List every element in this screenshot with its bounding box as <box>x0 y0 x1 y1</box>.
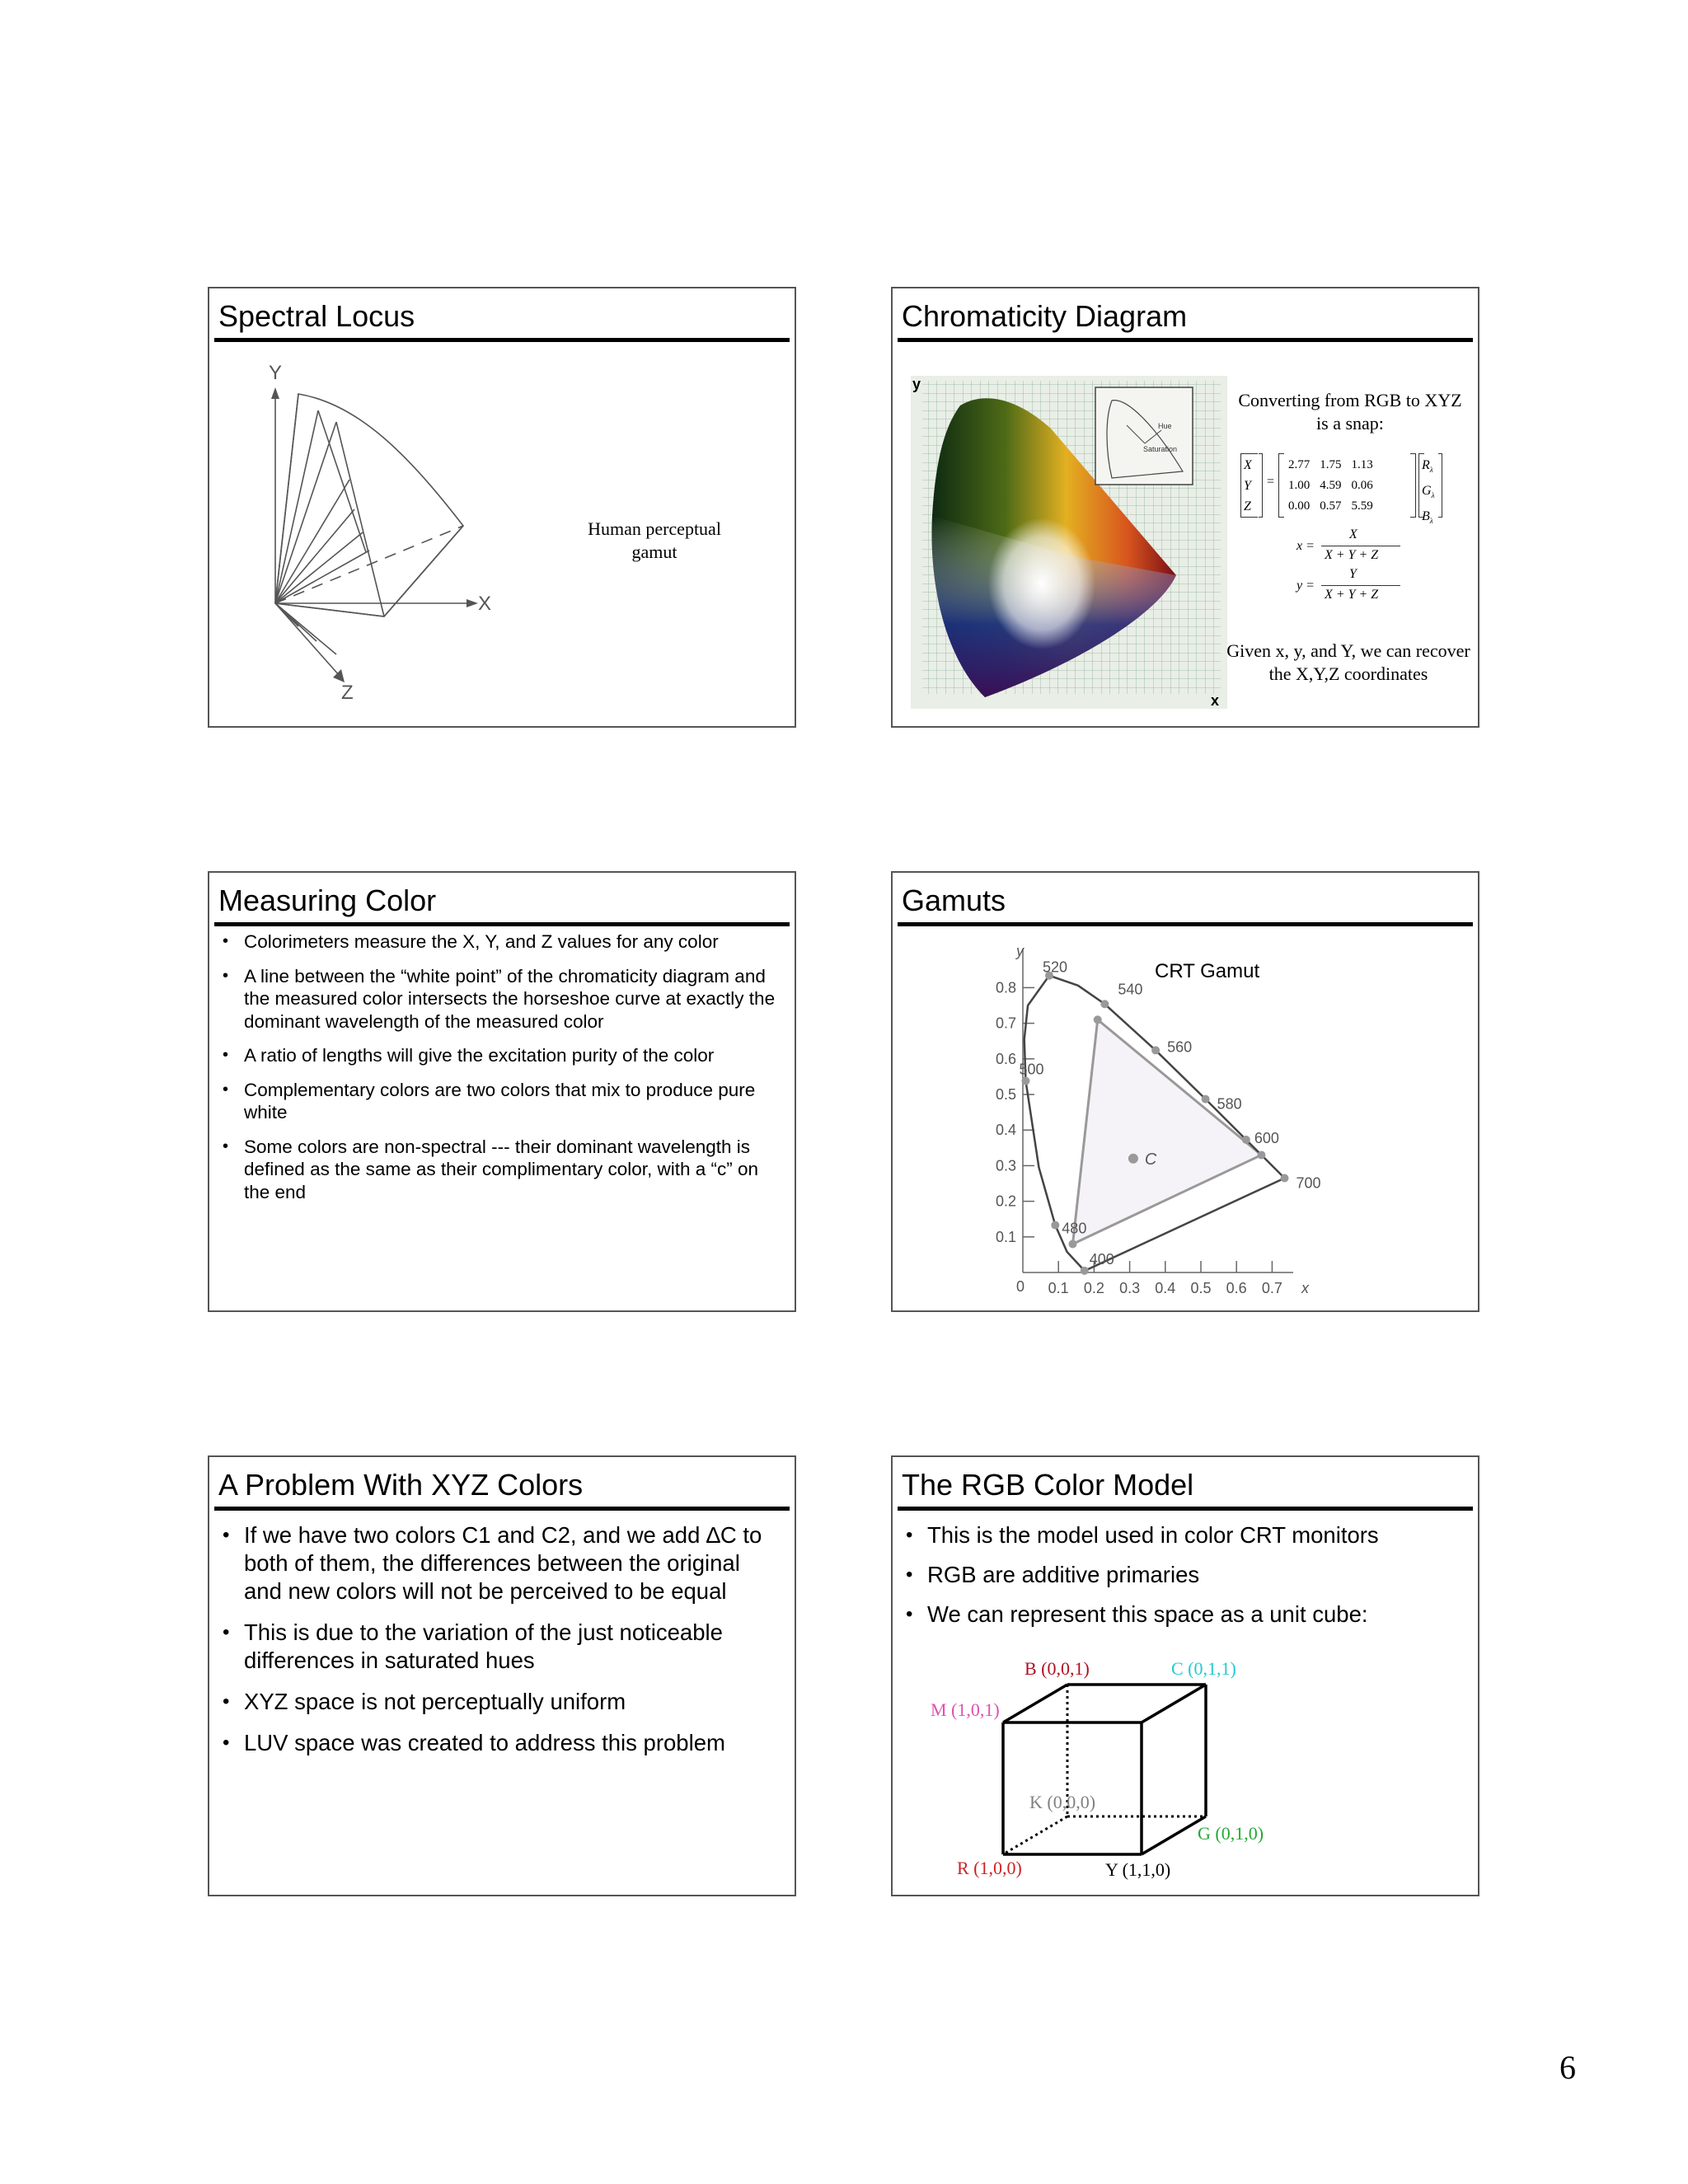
bullet-item <box>221 930 783 954</box>
gamut-vertex <box>1068 1240 1076 1248</box>
lhs-y: Y <box>1244 479 1251 493</box>
photo-axis-x: x <box>1211 692 1220 709</box>
bullet-dot: • <box>223 1046 229 1064</box>
eq-y-numerator: Y <box>1349 567 1357 581</box>
x-tick-label: 0.1 <box>1048 1280 1069 1296</box>
title-rule <box>214 922 790 926</box>
wavelength-label: 600 <box>1254 1129 1279 1146</box>
cube-label-b: B (0,0,1) <box>1025 1658 1090 1679</box>
gamut-outline <box>275 394 463 616</box>
photo-axis-y: y <box>912 376 921 392</box>
bullet-text: A line between the “white point” of the chromaticity diagram and the measured color intersects the horseshoe curve at exactly the dominant wavelength of the measured color <box>244 965 776 1032</box>
white-point-marker <box>1128 1154 1138 1164</box>
wavelength-label: 580 <box>1217 1095 1242 1113</box>
cube-label-g: G (0,1,0) <box>1198 1823 1264 1844</box>
cube-label-k: K (0,0,0) <box>1029 1792 1096 1812</box>
matrix-cell: 2.77 <box>1288 458 1311 471</box>
x-tick-label: 0.3 <box>1119 1280 1141 1296</box>
cube-label-m: M (1,0,1) <box>931 1699 1000 1720</box>
slide-body <box>221 930 783 1304</box>
matrix-cell: 0.00 <box>1288 499 1311 513</box>
bullet-list <box>221 1521 783 1757</box>
bullet-item <box>221 1044 783 1067</box>
title-rule <box>898 338 1473 342</box>
inset-label-saturation: Saturation <box>1143 445 1178 453</box>
bullet-item <box>221 1521 783 1605</box>
slide-measuring-color <box>208 871 796 1312</box>
title-rule <box>214 1507 790 1511</box>
cube-label-c: C (0,1,1) <box>1171 1658 1236 1679</box>
rhs-sub: λ <box>1431 491 1435 500</box>
z-axis <box>275 603 340 676</box>
rhs-b: B <box>1422 509 1430 524</box>
bullet-text: Some colors are non-spectral --- their dominant wavelength is defined as the same as their complimentary color, with a “c” on the end <box>244 1136 759 1202</box>
wavelength-label: 520 <box>1042 958 1068 976</box>
x-tick-label: 0.2 <box>1083 1280 1104 1296</box>
x-axis-label: x <box>1301 1280 1309 1296</box>
bullet-text: XYZ space is not perceptually uniform <box>244 1689 626 1714</box>
page-number: 6 <box>1559 2049 1576 2086</box>
axis-label-x: X <box>478 593 492 615</box>
slide-title: A Problem With XYZ Colors <box>218 1468 584 1502</box>
wavelength-point <box>1242 1136 1250 1144</box>
x-tick-label: 0.5 <box>1190 1280 1212 1296</box>
eq-x-lhs: x = <box>1296 539 1315 553</box>
given-text: Given x, y, and Y, we can recover the X,Y,Z coordinates <box>1226 640 1470 684</box>
bullet-item <box>221 1136 783 1204</box>
bullet-text: Colorimeters measure the X, Y, and Z values for any color <box>244 931 719 952</box>
slide-title: Spectral Locus <box>218 299 415 333</box>
wavelength-point <box>1151 1046 1160 1054</box>
y-tick-label: 0.5 <box>995 1086 1016 1103</box>
chart-title: CRT Gamut <box>1155 960 1260 982</box>
wavelength-label: 540 <box>1118 981 1143 998</box>
bullet-item <box>221 965 783 1033</box>
lhs-x: X <box>1244 458 1252 472</box>
eq-y-lhs: y = <box>1296 579 1315 593</box>
gamut-caption: Human perceptual gamut <box>588 518 721 562</box>
wavelength-point <box>1081 1267 1089 1275</box>
inset-label-hue: Hue <box>1158 422 1172 430</box>
slide-gamuts <box>891 871 1479 1312</box>
bullet-text: This is the model used in color CRT monitors <box>927 1522 1379 1548</box>
slide-spectral-locus <box>208 287 796 728</box>
wavelength-label: 400 <box>1089 1250 1114 1268</box>
y-tick-label: 0.6 <box>995 1050 1016 1067</box>
rhs-sub: λ <box>1429 466 1433 475</box>
rhs-sub: λ <box>1429 517 1433 526</box>
bullet-dot: • <box>906 1563 913 1586</box>
bullet-dot: • <box>223 1621 230 1643</box>
slide-title: Chromaticity Diagram <box>902 299 1188 333</box>
slide-chromaticity-diagram <box>891 287 1479 728</box>
y-tick-label: 0.8 <box>995 979 1016 996</box>
matrix-cell: 0.06 <box>1351 479 1373 492</box>
y-tick-label: 0.2 <box>995 1193 1016 1210</box>
bullet-item <box>221 1729 783 1757</box>
cube-label-r: R (1,0,0) <box>957 1858 1022 1878</box>
bullet-item <box>221 1079 783 1124</box>
rhs-g: G <box>1422 484 1432 499</box>
wavelength-point <box>1281 1174 1289 1183</box>
bullet-dot: • <box>906 1524 913 1546</box>
wavelength-label: 500 <box>1019 1061 1044 1078</box>
cube-edge <box>1142 1685 1206 1722</box>
slide-xyz-problem <box>208 1455 796 1896</box>
matrix-cell: 5.59 <box>1351 499 1373 513</box>
rhs-r: R <box>1422 458 1430 472</box>
wavelength-point <box>1202 1095 1210 1104</box>
chromaticity-photo <box>911 376 1227 709</box>
matrix-cell: 1.75 <box>1320 458 1342 471</box>
y-arrowhead <box>271 387 279 399</box>
bullet-text: This is due to the variation of the just noticeable differences in saturated hues <box>244 1619 723 1673</box>
converting-text: Converting from RGB to XYZ is a snap: <box>1238 390 1462 434</box>
bullet-dot: • <box>223 1137 229 1155</box>
x-tick-label: 0.7 <box>1261 1280 1282 1296</box>
rgb-to-xyz-matrix: X Y Z = 2.77 1.75 1.13 1.00 4.59 0.06 0.00 0.57 5.59 $R_\lambda$ $G_\lambda$ $B_\lambda$ <box>1240 453 1463 521</box>
white-point-label: C <box>1144 1150 1157 1169</box>
x-arrowhead <box>467 599 478 607</box>
gamut-vertex <box>1257 1151 1265 1159</box>
bullet-dot: • <box>223 966 229 985</box>
y-tick-label: 0.3 <box>995 1157 1016 1174</box>
bullet-text: A ratio of lengths will give the excitation purity of the color <box>244 1045 715 1066</box>
eq-y-denominator: X + Y + Z <box>1325 588 1379 602</box>
bullet-item <box>221 1688 783 1716</box>
bullet-dot: • <box>223 1732 230 1754</box>
bullet-dot: • <box>906 1603 913 1625</box>
matrix-cell: 4.59 <box>1320 479 1342 492</box>
wavelength-label: 700 <box>1296 1174 1321 1192</box>
bullet-dot: • <box>223 1080 229 1099</box>
eq-x-numerator: X <box>1349 527 1357 541</box>
slide-title: Gamuts <box>902 883 1006 917</box>
matrix-cell: 1.13 <box>1351 458 1373 471</box>
y-tick-label: 0.7 <box>995 1015 1016 1032</box>
wavelength-label: 480 <box>1062 1220 1087 1237</box>
bullet-item <box>221 1619 783 1675</box>
cube-label-y: Y (1,1,0) <box>1105 1859 1171 1880</box>
wavelength-label: 560 <box>1167 1038 1193 1056</box>
bullet-list <box>221 930 783 1203</box>
spectral-locus-diagram <box>209 288 796 728</box>
bullet-dot: • <box>223 1690 230 1713</box>
x-tick-label: 0.6 <box>1226 1280 1247 1296</box>
bullet-dot: • <box>223 1524 230 1546</box>
lhs-z: Z <box>1244 499 1251 513</box>
cube-edge <box>1142 1816 1206 1854</box>
wavelength-point <box>1100 1000 1109 1008</box>
bullet-dot: • <box>223 932 229 950</box>
matrix-values <box>1283 455 1378 517</box>
bullet-text: Complementary colors are two colors that mix to produce pure white <box>244 1079 756 1122</box>
axis-label-z: Z <box>341 682 354 704</box>
slide-body <box>221 1521 783 1888</box>
slide-rgb-color-model <box>891 1455 1479 1896</box>
hidden-edge <box>1003 1816 1067 1854</box>
eq-x-denominator: X + Y + Z <box>1325 548 1379 562</box>
gamut-chart <box>893 873 1479 1312</box>
y-axis-label: y <box>1016 943 1024 959</box>
bullet-text: LUV space was created to address this problem <box>244 1730 725 1755</box>
axis-label-y: Y <box>269 362 283 384</box>
matrix-cell: 1.00 <box>1288 479 1311 492</box>
wavelength-point <box>1051 1221 1059 1230</box>
bullet-text: RGB are additive primaries <box>927 1562 1200 1587</box>
matrix-cell: 0.57 <box>1320 499 1342 513</box>
bullet-text: We can represent this space as a unit cube: <box>927 1601 1368 1627</box>
wavelength-point <box>1021 1077 1029 1085</box>
y-tick-label: 0.4 <box>995 1122 1016 1139</box>
x-tick-label: 0.4 <box>1155 1280 1176 1296</box>
bullet-text: If we have two colors C1 and C2, and we add ∆C to both of them, the differences between the original and new colors will not be perceived to be equal <box>244 1522 762 1604</box>
origin-label: 0 <box>1016 1278 1025 1295</box>
slide-title: Measuring Color <box>218 883 437 917</box>
y-tick-label: 0.1 <box>995 1228 1016 1245</box>
slide-title: The RGB Color Model <box>902 1468 1194 1502</box>
cube-edge <box>1003 1685 1067 1722</box>
gamut-vertex <box>1094 1015 1102 1024</box>
